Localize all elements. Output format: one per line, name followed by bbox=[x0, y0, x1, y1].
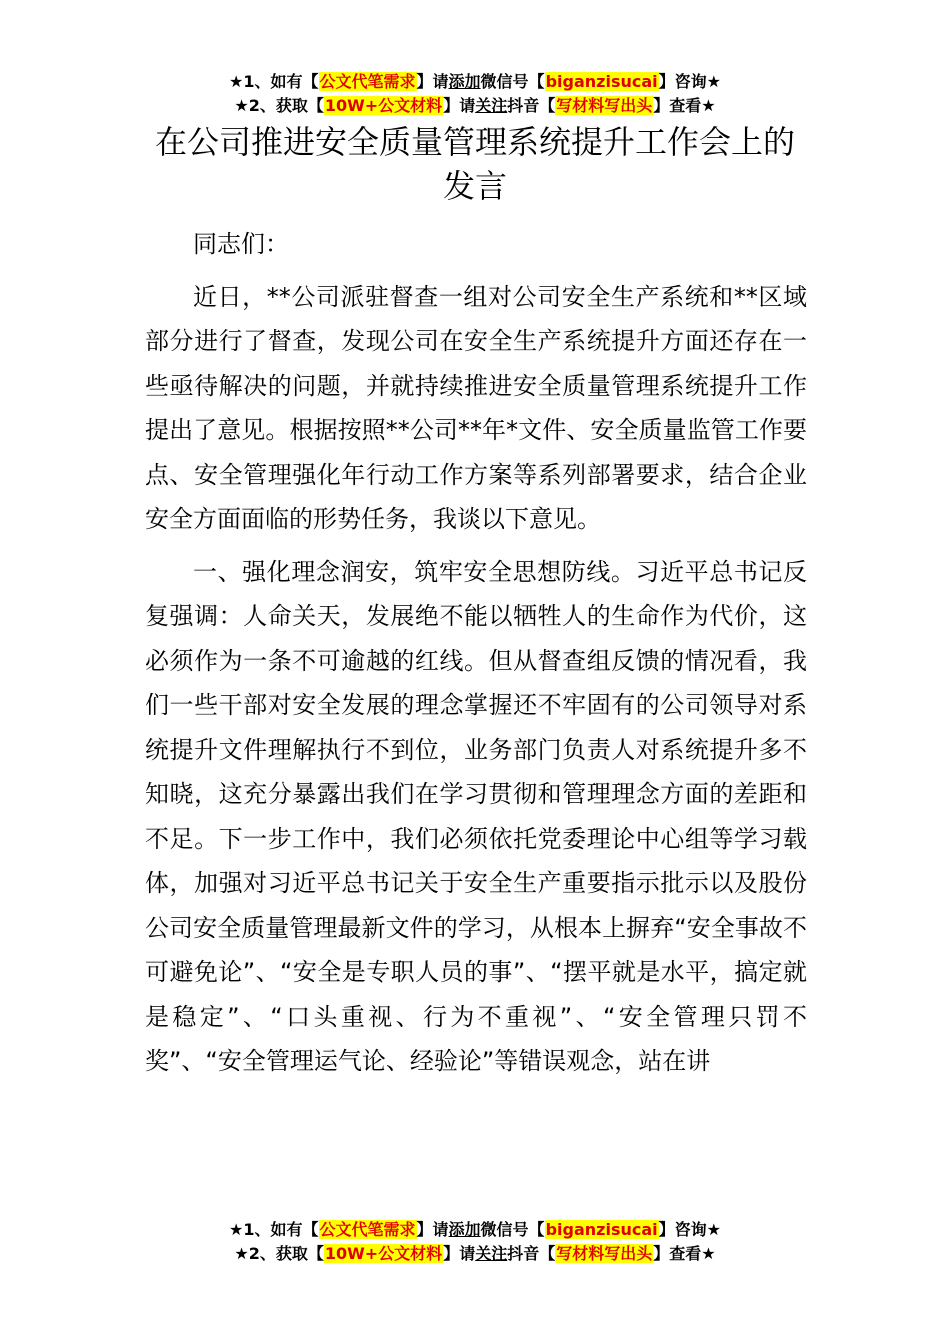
banner-text: ★2、获取【 bbox=[234, 1244, 324, 1263]
banner-text: 】请 bbox=[416, 1220, 449, 1239]
highlight-douyin-id: 写材料写出头 bbox=[556, 1244, 653, 1263]
footer-banner-line-2 bbox=[0, 1242, 950, 1266]
header-banner-line-2 bbox=[0, 94, 950, 118]
paragraph: 近日，**公司派驻督查一组对公司安全生产系统和**区域部分进行了督查，发现公司在安全生产系统提升方面还存在一些亟待解决的问题，并就持续推进安全质量管理系统提升工作提出了意见。根据按照**公司**年*文件、安全质量监管工作要点、安全管理强化年行动工作方案等系列部署要求，结合企业安全方面面临的形势任务，我谈以下意见。 bbox=[145, 282, 807, 533]
underlined-text: 关注 bbox=[475, 1244, 508, 1263]
banner-text: 微信号【 bbox=[480, 72, 545, 91]
underlined-text: 添加 bbox=[448, 1220, 481, 1239]
banner-text: 】查看★ bbox=[653, 96, 716, 115]
highlight-wechat-id: biganzisucai bbox=[545, 72, 658, 91]
banner-text: ★1、如有【 bbox=[229, 72, 319, 91]
banner-text: 抖音【 bbox=[507, 96, 556, 115]
highlight-materials: 10W+公文材料 bbox=[324, 1244, 443, 1263]
header-banner-line-1 bbox=[0, 70, 950, 94]
salutation: 同志们： bbox=[193, 230, 289, 258]
highlight-service: 公文代笔需求 bbox=[319, 1220, 416, 1239]
banner-text: 】请 bbox=[443, 1244, 476, 1263]
header-banner bbox=[0, 70, 950, 118]
banner-text: 】查看★ bbox=[653, 1244, 716, 1263]
footer-banner bbox=[0, 1218, 950, 1266]
banner-text: 抖音【 bbox=[507, 1244, 556, 1263]
banner-text: ★1、如有【 bbox=[229, 1220, 319, 1239]
highlight-service: 公文代笔需求 bbox=[319, 72, 416, 91]
underlined-text: 关注 bbox=[475, 96, 508, 115]
banner-text: 】咨询★ bbox=[658, 1220, 721, 1239]
banner-text: 】咨询★ bbox=[658, 72, 721, 91]
banner-text: 】请 bbox=[416, 72, 449, 91]
paragraph: 一、强化理念润安，筑牢安全思想防线。习近平总书记反复强调：人命关天，发展绝不能以牺牲人的生命作为代价，这必须作为一条不可逾越的红线。但从督查组反馈的情况看，我们一些干部对安全发展的理念掌握还不牢固有的公司领导对系统提升文件理解执行不到位，业务部门负责人对系统提升多不知晓，这充分暴露出我们在学习贯彻和管理理念方面的差距和不足。下一步工作中，我们必须依托党委理论中心组等学习载体，加强对习近平总书记关于安全生产重要指示批示以及股份公司安全质量管理最新文件的学习，从根本上摒弃“安全事故不可避免论”、“安全是专职人员的事”、“摆平就是水平，搞定就是稳定”、“口头重视、行为不重视”、“安全管理只罚不奖”、“安全管理运气论、经验论”等错误观念，站在讲 bbox=[145, 557, 807, 1075]
footer-banner-line-1 bbox=[0, 1218, 950, 1242]
document-title: 在公司推进安全质量管理系统提升工作会上的发言 bbox=[154, 123, 795, 205]
highlight-wechat-id: biganzisucai bbox=[545, 1220, 658, 1239]
underlined-text: 添加 bbox=[448, 72, 481, 91]
highlight-materials: 10W+公文材料 bbox=[324, 96, 443, 115]
document-body bbox=[145, 222, 807, 1092]
banner-text: 微信号【 bbox=[480, 1220, 545, 1239]
banner-text: 】请 bbox=[443, 96, 476, 115]
banner-text: ★2、获取【 bbox=[234, 96, 324, 115]
highlight-douyin-id: 写材料写出头 bbox=[556, 96, 653, 115]
